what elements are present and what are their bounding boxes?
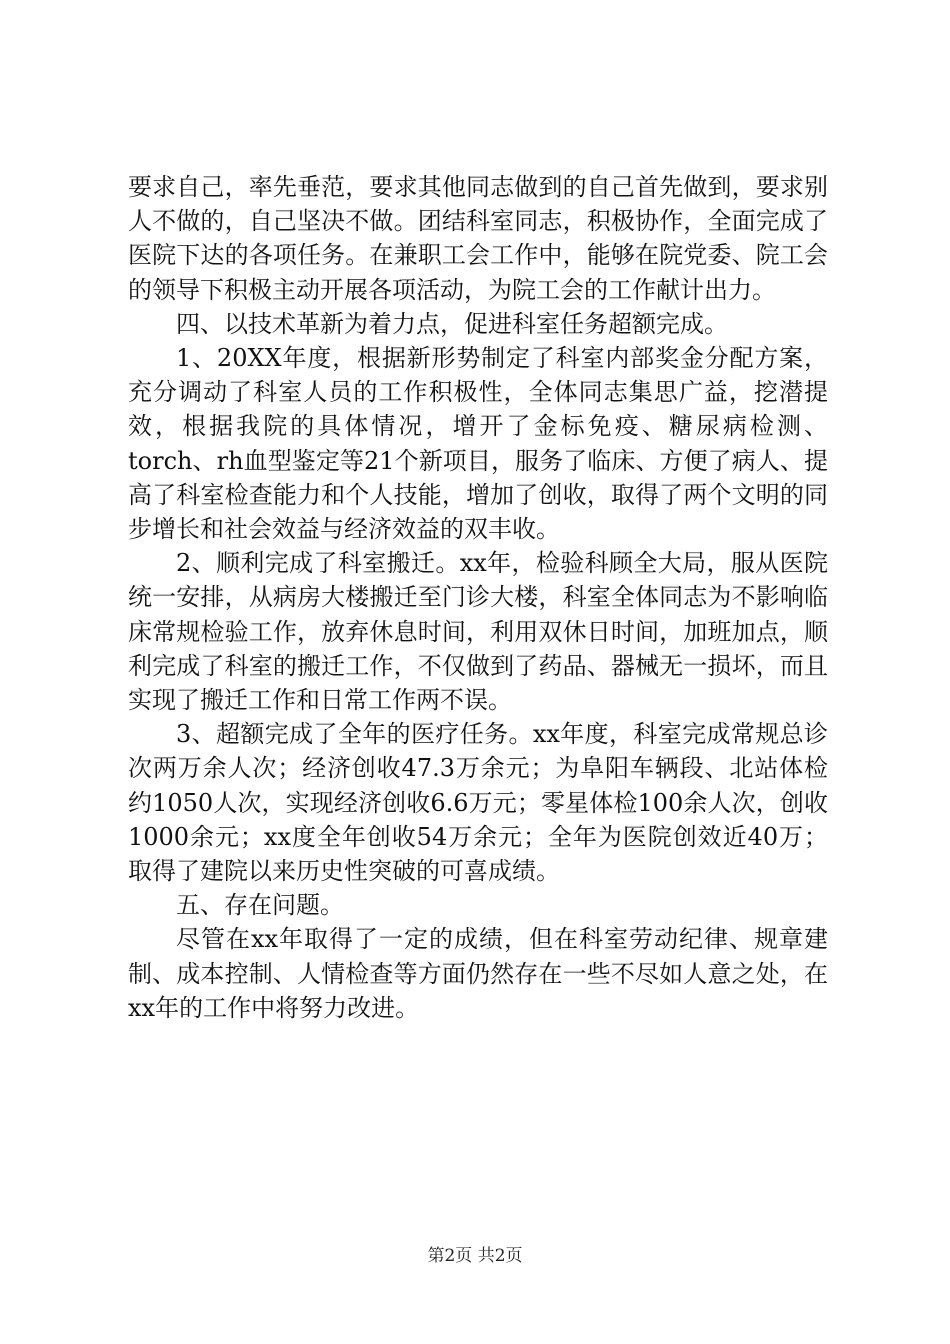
- paragraph-6-heading: 五、存在问题。: [176, 891, 344, 920]
- page-number-label: 第2页 共2页: [427, 1246, 523, 1266]
- paragraph-5: 3、超额完成了全年的医疗任务。xx年度，科室完成常规总诊次两万余人次；经济创收47.3万余元；为阜阳车辆段、北站体检约1050人次，实现经济创收6.6万元；零星体检100余人次，创收1000余元；xx度全年创收54万余元；全年为医院创效近40万；取得了建院以来历史性突破的可喜成绩。: [128, 720, 828, 886]
- paragraph-2-heading: 四、以技术革新为着力点，促进科室任务超额完成。: [176, 309, 728, 338]
- paragraph-4: 2、顺利完成了科室搬迁。xx年，检验科顾全大局，服从医院统一安排，从病房大楼搬迁至门诊大楼，科室全体同志为不影响临床常规检验工作，放弃休息时间，利用双休日时间，加班加点，顺利完成了科室的搬迁工作，不仅做到了药品、器械无一损坏，而且实现了搬迁工作和日常工作两不误。: [128, 549, 828, 715]
- paragraph-1: 要求自己，率先垂范，要求其他同志做到的自己首先做到，要求别人不做的，自己坚决不做。团结科室同志，积极协作，全面完成了医院下达的各项任务。在兼职工会工作中，能够在院党委、院工会的领导下积极主动开展各项活动，为院工会的工作献计出力。: [128, 173, 828, 304]
- paragraph-7: 尽管在xx年取得了一定的成绩，但在科室劳动纪律、规章建制、成本控制、人情检查等方面仍然存在一些不尽如人意之处，在xx年的工作中将努力改进。: [128, 925, 828, 1022]
- page-footer: [0, 1245, 950, 1267]
- document-body: [128, 170, 828, 1025]
- paragraph-3: 1、20XX年度，根据新形势制定了科室内部奖金分配方案，充分调动了科室人员的工作积极性，全体同志集思广益，挖潜提效，根据我院的具体情况，增开了金标免疫、糖尿病检测、torch、rh血型鉴定等21个新项目，服务了临床、方便了病人、提高了科室检查能力和个人技能，增加了创收，取得了两个文明的同步增长和社会效益与经济效益的双丰收。: [128, 344, 828, 544]
